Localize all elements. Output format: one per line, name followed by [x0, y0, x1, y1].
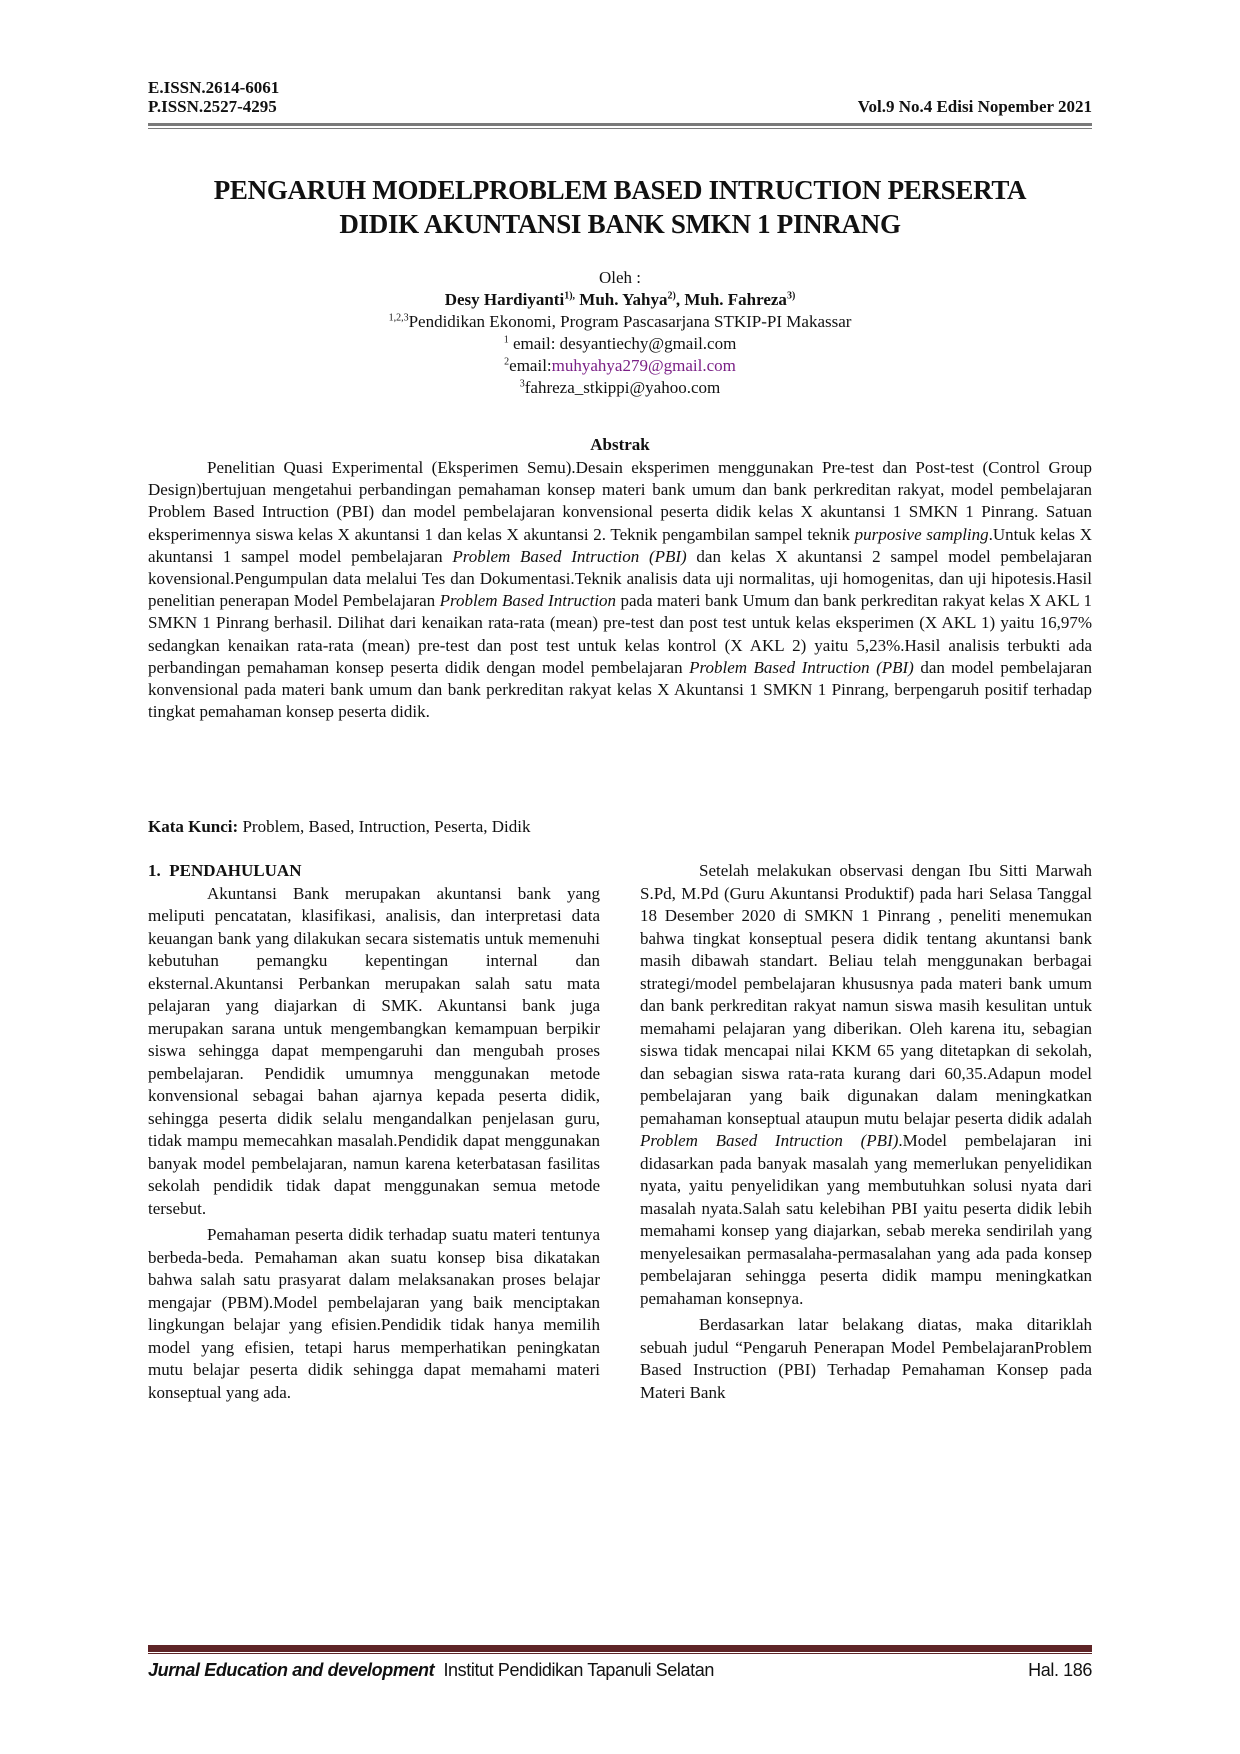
- abstract-paragraph: [148, 457, 1092, 723]
- page-number: Hal. 186: [1028, 1660, 1092, 1680]
- page-footer: [148, 1660, 1092, 1681]
- keywords-label: Kata Kunci:: [148, 817, 239, 836]
- abstract-italic: Problem Based Intruction (PBI): [689, 657, 914, 677]
- institution: Institut Pendidikan Tapanuli Selatan: [434, 1660, 714, 1680]
- body-text: .Model pembelajaran ini didasarkan pada banyak masalah yang memerlukan penyelidikan nyata, yaitu penyelidikan yang membutuhkan solusi nyata dari masalah nyata.Salah satu kelebihan PBI yaitu peserta didik lebih memahami konsep yang diajarkan, sebab mereka sendirilah yang menyelesaikan permasalaha-permasalahan yang ada pada konsep pembelajaran sehingga peserta didik mampu meningkatkan pemahaman konsepnya.: [640, 1131, 1092, 1308]
- email-1-prefix: email:: [508, 334, 560, 353]
- abstract-italic: Problem Based Intruction (PBI): [452, 546, 687, 566]
- abstract-text: Penelitian Quasi Experimental (Eksperimen Semu).Desain eksperimen menggunakan Pre-test dan Post-test (Control Group Design)bertujuan mengetahui perbandingan pemahaman konsep materi bank umum dan bank perkreditan rakyat, model pembelajaran Problem Based Intruction (PBI) dan model pembelajaran konvensional peserta didik kelas X akuntansi 1 SMKN 1 Pinrang. Satuan eksperimennya siswa kelas X akuntansi 1 dan kelas X akuntansi 2. Teknik pengambilan sampel teknik: [148, 458, 1092, 544]
- body-italic: Problem Based Intruction (PBI): [640, 1131, 899, 1150]
- abstract-italic: Problem Based Intruction: [439, 591, 617, 611]
- abstract-body: [148, 457, 1092, 723]
- abstract-italic: purposive sampling: [854, 524, 989, 544]
- title-line-1: PENGARUH MODELPROBLEM BASED INTRUCTION PERSERTA: [213, 175, 1027, 205]
- email-2: [148, 355, 1092, 377]
- body-paragraph: Pemahaman peserta didik terhadap suatu materi tentunya berbeda-beda. Pemahaman akan suatu konsep bisa dikatakan bahwa salah satu prasyarat dalam melaksanakan proses belajar mengajar (PBM).Model pembelajaran yang baik menciptakan lingkungan belajar yang efisien.Pendidik tidak hanya memilih model yang efisien, tetapi harus memperhatikan peningkatan mutu belajar peserta didik sehingga dapat memahami materi konseptual yang ada.: [148, 1225, 600, 1402]
- footer-rule-thin: [148, 1653, 1092, 1654]
- paper-title: [148, 173, 1092, 241]
- page-header: [148, 78, 1092, 116]
- email-3: [148, 377, 1092, 399]
- author-separator: ,: [675, 290, 685, 309]
- title-line-2: DIDIK AKUNTANSI BANK SMKN 1 PINRANG: [339, 209, 901, 239]
- body-text: Setelah melakukan observasi dengan Ibu Sitti Marwah S.Pd, M.Pd (Guru Akuntansi Produktif) pada hari Selasa Tanggal 18 Desember 2020 di SMKN 1 Pinrang , peneliti menemukan bahwa tingkat konseptual pesera didik tentang akuntansi bank masih dibawah standart. Beliau telah menggunakan berbagai strategi/model pembelajaran khususnya pada materi bank umum dan bank perkreditan rakyat namun siswa masih kesulitan untuk memahami pelajaran yang diberikan. Oleh karena itu, sebagian siswa tidak mencapai nilai KKM 65 yang ditetapkan di sekolah, dan sebagian siswa rata-rata kurang dari 60,35.Adapun model pembelajaran yang baik digunakan dalam meningkatkan pemahaman konseptual ataupun mutu belajar peserta didik adalah: [640, 861, 1092, 1128]
- abstract-text: pada materi bank Umum dan bank perkreditan rakyat kelas X AKL 1 SMKN 1 Pinrang berhasil. Dilihat dari kenaikan rata-rata (mean) pre-test dan post test untuk kelas eksperimen (X AKL 1) yaitu 16,97% sedangkan kenaikan rata-rata (mean) pre-test dan post test untuk kelas kontrol (X AKL 2) yaitu 5,23%.Hasil analisis terbukti ada perbandingan pemahaman konsep peserta didik dengan model pembelajaran: [148, 591, 1092, 677]
- email-3-sup: 3: [519, 378, 525, 390]
- header-rule: [148, 123, 1092, 129]
- email-2-prefix: email:: [509, 356, 552, 375]
- section-heading: 1. PENDAHULUAN: [148, 861, 302, 880]
- abstract-text: .Untuk kelas X akuntansi 1 sampel model pembelajaran: [148, 524, 1092, 566]
- journal-name: Jurnal Education and development: [148, 1660, 435, 1680]
- author-3-sup: 3): [786, 290, 796, 302]
- author-1: Desy Hardiyanti: [444, 290, 565, 309]
- body-paragraph: Berdasarkan latar belakang diatas, maka ditariklah sebuah judul “Pengaruh Penerapan Model PembelajaranProblem Based Instruction (PBI) Terhadap Pemahaman Konsep pada Materi Bank: [640, 1315, 1092, 1402]
- email-2-sup: 2: [504, 356, 510, 368]
- email-1-address: desyantiechy@gmail.com: [559, 334, 737, 353]
- keywords: [148, 817, 1092, 837]
- author-names: [148, 289, 1092, 311]
- email-2-link[interactable]: muhyahya279@gmail.com: [551, 356, 736, 375]
- right-column: [640, 860, 1092, 1408]
- keywords-value: Problem, Based, Intruction, Peserta, Didik: [238, 817, 531, 836]
- abstract-text: dan model pembelajaran konvensional pada materi bank umum dan bank perkreditan rakyat kelas X Akuntansi 1 SMKN 1 Pinrang, berpengaruh positif terhadap tingkat pemahaman konsep peserta didik.: [148, 657, 1092, 722]
- author-1-sup: 1),: [564, 290, 576, 302]
- pissn: P.ISSN.2527-4295: [148, 97, 277, 116]
- author-2-sup: 2): [667, 290, 676, 302]
- affiliation-text: Pendidikan Ekonomi, Program Pascasarjana STKIP-PI Makassar: [408, 312, 852, 331]
- left-column: [148, 860, 600, 1408]
- footer-rule: [148, 1645, 1092, 1652]
- email-1: [148, 333, 1092, 355]
- body-paragraph: Akuntansi Bank merupakan akuntansi bank yang meliputi pencatatan, klasifikasi, analisis, dan interpretasi data keuangan bank yang dilakukan secara sistematis untuk memenuhi kebutuhan pemangku kepentingan internal dan eksternal.Akuntansi Perbankan merupakan salah satu mata pelajaran yang diajarkan di SMK. Akuntansi bank juga merupakan sarana untuk mengembangkan kemampuan berpikir siswa sehingga dapat mempengaruhi dan mengubah proses pembelajaran. Pendidik umumnya menggunakan metode konvensional sebagai bahan ajarnya kepada peserta didik, sehingga peserta didik selalu mengandalkan penjelasan guru, tidak mampu memecahkan masalah.Pendidik dapat menggunakan banyak model pembelajaran, namun karena keterbatasan fasilitas sekolah pendidik tidak dapat menggunakan semua metode tersebut.: [148, 883, 600, 1218]
- by-label: Oleh :: [598, 268, 642, 287]
- volume-info: Vol.9 No.4 Edisi Nopember 2021: [857, 97, 1092, 116]
- author-2: Muh. Yahya: [579, 290, 668, 309]
- abstract-heading: Abstrak: [590, 435, 650, 454]
- email-1-sup: 1: [503, 334, 509, 346]
- affiliation-sup: 1,2,3: [388, 312, 409, 324]
- affiliation: [148, 311, 1092, 333]
- author-3: Muh. Fahreza: [684, 290, 787, 309]
- abstract-text: dan kelas X akuntansi 2 sampel model pembelajaran kovensional.Pengumpulan data melalui Tes dan Dokumentasi.Teknik analisis data uji normalitas, uji homogenitas, dan uji hipotesis.Hasil penelitian penerapan Model Pembelajaran: [148, 546, 1092, 611]
- author-block: [148, 267, 1092, 399]
- body-paragraph: [640, 860, 1092, 1310]
- email-3-address: fahreza_stkippi@yahoo.com: [524, 378, 721, 397]
- eissn: E.ISSN.2614-6061: [148, 78, 280, 97]
